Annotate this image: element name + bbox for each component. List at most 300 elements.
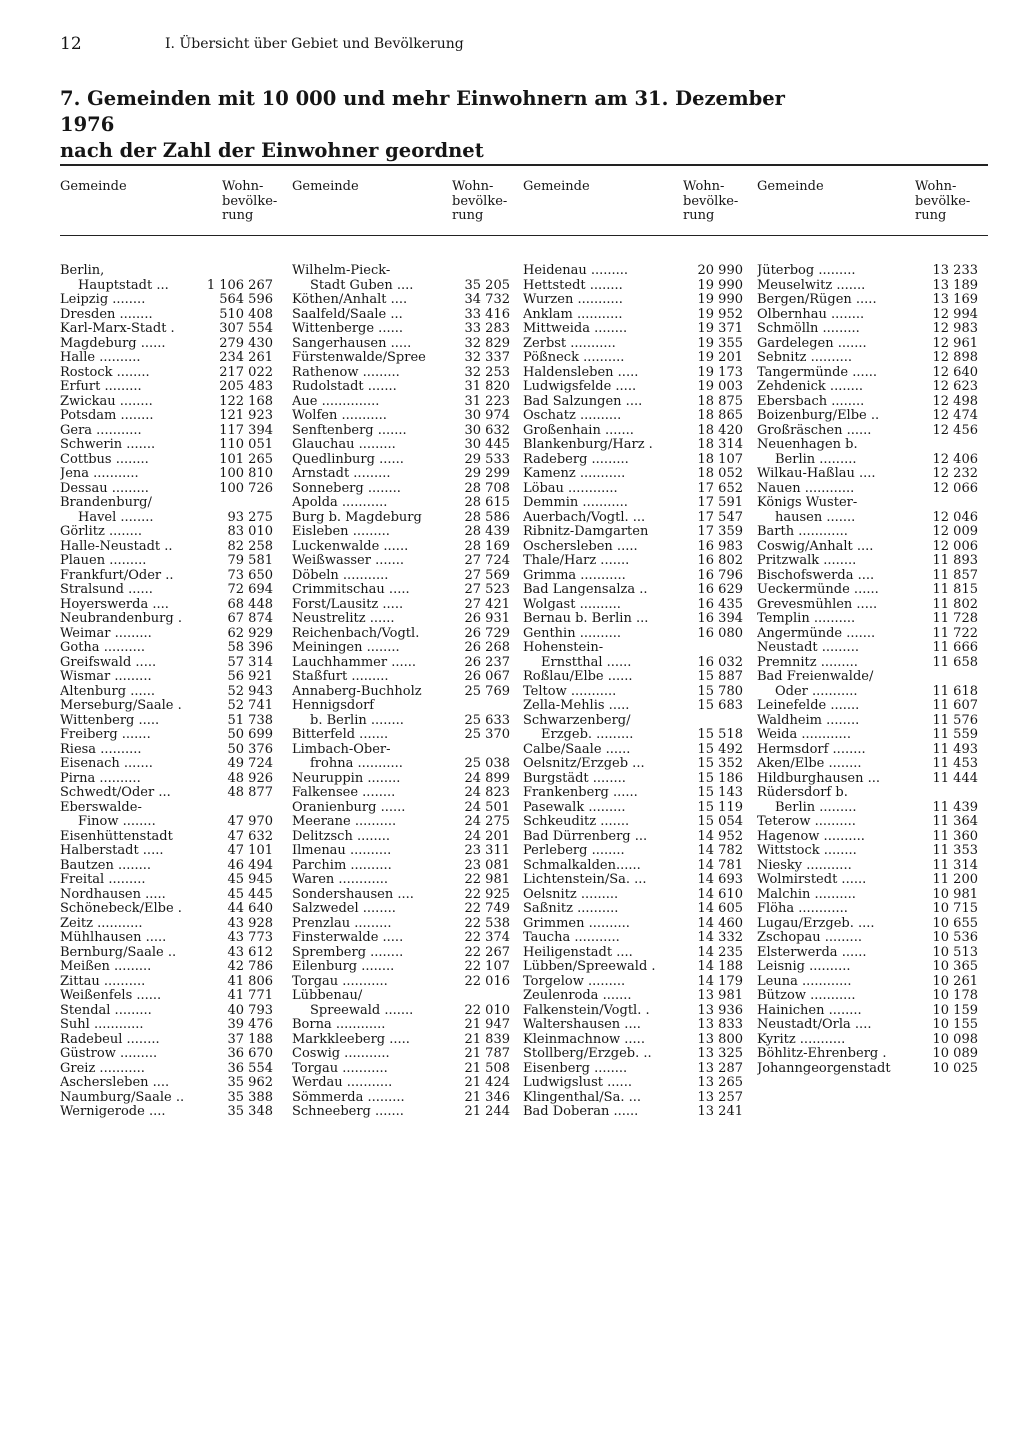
wohnbevoelkerung-value: 30 445	[464, 437, 510, 452]
table-row	[523, 583, 745, 598]
table-row	[757, 902, 979, 917]
wohnbevoelkerung-value: 15 492	[697, 741, 743, 757]
wohnbevoelkerung-value: 58 396	[227, 640, 273, 655]
gemeinde-name: Halle ..........	[60, 351, 141, 365]
wohnbevoelkerung-value: 16 435	[697, 596, 743, 612]
wohnbevoelkerung-value: 28 708	[464, 480, 510, 496]
table-row	[292, 540, 512, 555]
gemeinde-name: Eisenberg ........	[523, 1061, 628, 1076]
table-row	[292, 554, 512, 569]
gemeinde-name: Oelsnitz/Erzgeb ...	[523, 757, 645, 771]
gemeinde-name: Stadt Guben ....	[310, 278, 414, 293]
gemeinde-name: Ernstthal ......	[541, 655, 632, 670]
wohnbevoelkerung-value: 20 990	[697, 263, 743, 278]
wohnbevoelkerung-value: 22 749	[464, 901, 510, 916]
table-row	[292, 380, 512, 395]
table-row	[292, 1062, 512, 1077]
gemeinde-name: Nauen ............	[757, 481, 855, 496]
wohnbevoelkerung-value: 24 823	[464, 785, 510, 800]
wohnbevoelkerung-value: 32 253	[464, 364, 510, 380]
gemeinde-name: Zella-Mehlis .....	[523, 699, 630, 713]
table-row	[60, 786, 280, 801]
table-row	[292, 873, 512, 888]
table-row	[292, 583, 512, 598]
gemeinde-name: Pritzwalk ........	[757, 554, 857, 568]
gemeinde-name: Bad Langensalza ..	[523, 583, 648, 597]
wohnbevoelkerung-value: 33 416	[464, 306, 510, 322]
table-row	[523, 931, 745, 946]
gemeinde-name: Löbau ............	[523, 481, 618, 496]
table-row	[523, 279, 745, 294]
table-row	[60, 801, 280, 816]
wohnbevoelkerung-value: 12 046	[932, 509, 978, 525]
page-header	[60, 34, 964, 56]
wohnbevoelkerung-value: 82 258	[227, 538, 273, 554]
table-row	[757, 395, 979, 410]
gemeinde-name: Waltershausen ....	[523, 1018, 641, 1032]
wohnbevoelkerung-value: 36 554	[227, 1060, 273, 1076]
wohnbevoelkerung-value: 12 232	[932, 466, 978, 481]
gemeinde-name: Gotha ..........	[60, 641, 146, 655]
table-row	[523, 989, 745, 1004]
wohnbevoelkerung-value: 45 445	[227, 886, 273, 902]
table-row	[292, 1076, 512, 1091]
gemeinde-name: Neubrandenburg .	[60, 612, 182, 626]
table-column-3	[523, 264, 745, 1120]
table-row	[292, 1018, 512, 1033]
wohnbevoelkerung-value: 31 820	[464, 379, 510, 394]
wohnbevoelkerung-value: 234 261	[219, 350, 273, 365]
gemeinde-name: Zwickau ........	[60, 394, 153, 409]
gemeinde-name: Rudolstadt .......	[292, 380, 397, 394]
page-number: 12	[60, 34, 82, 54]
wohnbevoelkerung-value: 217 022	[219, 364, 273, 380]
table-row	[757, 975, 979, 990]
table-row	[757, 366, 979, 381]
gemeinde-name: Lauchhammer ......	[292, 655, 417, 670]
wohnbevoelkerung-value: 41 806	[227, 973, 273, 989]
table-title-line-1: 7. Gemeinden mit 10 000 und mehr Einwohnern am 31. Dezember 1976	[60, 87, 785, 136]
gemeinde-name: Rüdersdorf b.	[757, 786, 848, 800]
table-row	[757, 525, 979, 540]
table-row	[523, 351, 745, 366]
wohnbevoelkerung-value: 13 936	[697, 1002, 743, 1018]
table-row	[523, 728, 745, 743]
table-row	[523, 815, 745, 830]
gemeinde-name: Schmölln .........	[757, 322, 860, 336]
table-row	[523, 1091, 745, 1106]
table-row	[292, 946, 512, 961]
wohnbevoelkerung-value: 10 261	[932, 973, 978, 989]
table-row	[523, 612, 745, 627]
table-row	[60, 859, 280, 874]
wohnbevoelkerung-value: 26 237	[464, 654, 510, 670]
gemeinde-name: Weimar .........	[60, 626, 152, 641]
table-row	[523, 844, 745, 859]
gemeinde-name: Templin ..........	[757, 612, 856, 626]
wohnbevoelkerung-value: 17 591	[697, 495, 743, 510]
table-row	[292, 366, 512, 381]
gemeinde-name: Zeulenroda .......	[523, 989, 632, 1003]
gemeinde-name: Falkensee ........	[292, 786, 396, 800]
wohnbevoelkerung-value: 48 926	[227, 770, 273, 786]
table-row	[757, 1033, 979, 1048]
gemeinde-name: Wilhelm-Pieck-	[292, 264, 391, 278]
table-row	[292, 714, 512, 729]
wohnbevoelkerung-value: 22 010	[464, 1002, 510, 1018]
wohnbevoelkerung-value: 30 632	[464, 422, 510, 438]
wohnbevoelkerung-value: 13 265	[697, 1075, 743, 1090]
table-row	[292, 888, 512, 903]
wohnbevoelkerung-value: 12 498	[932, 393, 978, 409]
table-row	[757, 1062, 979, 1077]
table-row	[292, 482, 512, 497]
table-row	[292, 699, 512, 714]
gemeinde-name: Lübben/Spreewald .	[523, 960, 656, 974]
table-row	[757, 772, 979, 787]
gemeinde-name: Wurzen ...........	[523, 293, 623, 307]
wohnbevoelkerung-value: 10 513	[932, 944, 978, 960]
gemeinde-name: Wittenberg .....	[60, 713, 160, 728]
wohnbevoelkerung-value: 13 189	[932, 277, 978, 293]
gemeinde-name: Zerbst ...........	[523, 336, 616, 351]
table-row	[60, 264, 280, 279]
gemeinde-name: Schkeuditz .......	[523, 815, 630, 829]
table-row	[60, 1033, 280, 1048]
wohnbevoelkerung-value: 19 952	[697, 306, 743, 322]
wohnbevoelkerung-value: 12 994	[932, 306, 978, 322]
wohnbevoelkerung-value: 79 581	[227, 553, 273, 568]
table-row	[523, 830, 745, 845]
table-row	[757, 714, 979, 729]
table-row	[757, 844, 979, 859]
table-row	[292, 308, 512, 323]
table-row	[292, 395, 512, 410]
table-row	[757, 380, 979, 395]
table-row	[60, 279, 280, 294]
gemeinde-name: Radeberg .........	[523, 452, 629, 467]
gemeinde-name: Ilmenau ..........	[292, 844, 392, 858]
gemeinde-name: Halle-Neustadt ..	[60, 539, 173, 554]
wohnbevoelkerung-value: 32 829	[464, 335, 510, 351]
gemeinde-name: Haldensleben .....	[523, 365, 639, 380]
table-row	[523, 873, 745, 888]
table-row	[757, 960, 979, 975]
table-row	[523, 395, 745, 410]
table-row	[60, 496, 280, 511]
gemeinde-name: Meerane ..........	[292, 815, 397, 829]
table-row	[757, 859, 979, 874]
wohnbevoelkerung-value: 15 352	[697, 756, 743, 771]
gemeinde-name: Halberstadt .....	[60, 844, 164, 858]
gemeinde-name: Bernau b. Berlin ...	[523, 612, 649, 626]
wohnbevoelkerung-value: 11 453	[932, 756, 978, 771]
table-row	[60, 975, 280, 990]
table-row	[60, 583, 280, 598]
wohnbevoelkerung-value: 26 931	[464, 611, 510, 626]
gemeinde-name: Grevesmühlen .....	[757, 597, 878, 612]
gemeinde-name: Grimmen ..........	[523, 916, 630, 931]
table-row	[757, 815, 979, 830]
gemeinde-name: Arnstadt .........	[292, 467, 391, 481]
wohnbevoelkerung-value: 62 929	[227, 625, 273, 641]
gemeinde-name: Oschatz ..........	[523, 409, 622, 423]
gemeinde-name: Forst/Lausitz .....	[292, 597, 404, 612]
gemeinde-name: Döbeln ...........	[292, 568, 389, 583]
wohnbevoelkerung-value: 45 945	[227, 872, 273, 887]
table-row	[523, 1004, 745, 1019]
table-row	[60, 438, 280, 453]
gemeinde-name: Jena ...........	[60, 467, 139, 481]
gemeinde-name: Heidenau .........	[523, 264, 629, 278]
gemeinde-name: Sondershausen ....	[292, 887, 414, 902]
gemeinde-name: Elsterwerda ......	[757, 945, 867, 960]
gemeinde-name: Bernburg/Saale ..	[60, 945, 177, 960]
table-row	[523, 946, 745, 961]
table-row	[523, 757, 745, 772]
table-row	[523, 293, 745, 308]
wohnbevoelkerung-value: 12 066	[932, 480, 978, 496]
wohnbevoelkerung-value: 47 101	[227, 843, 273, 858]
wohnbevoelkerung-value: 17 547	[697, 509, 743, 525]
col-header-gemeinde: Gemeinde	[757, 179, 824, 194]
gemeinde-name: Lugau/Erzgeb. ....	[757, 916, 875, 931]
gemeinde-name: Lübbenau/	[292, 989, 363, 1003]
table-row	[757, 293, 979, 308]
table-row	[523, 786, 745, 801]
table-row	[292, 1105, 512, 1120]
wohnbevoelkerung-value: 22 538	[464, 915, 510, 931]
wohnbevoelkerung-value: 14 781	[697, 857, 743, 873]
wohnbevoelkerung-value: 11 893	[932, 553, 978, 568]
gemeinde-name: Delitzsch ........	[292, 829, 391, 844]
table-row	[60, 424, 280, 439]
wohnbevoelkerung-value: 21 947	[464, 1017, 510, 1032]
wohnbevoelkerung-value: 13 800	[697, 1031, 743, 1047]
gemeinde-name: Leuna ............	[757, 974, 852, 989]
wohnbevoelkerung-value: 14 610	[697, 886, 743, 902]
gemeinde-name: Oelsnitz .........	[523, 887, 619, 902]
wohnbevoelkerung-value: 12 006	[932, 538, 978, 554]
wohnbevoelkerung-value: 14 188	[697, 959, 743, 974]
gemeinde-name: Bad Dürrenberg ...	[523, 829, 648, 844]
table-row	[292, 931, 512, 946]
gemeinde-name: Eisenach .......	[60, 757, 153, 771]
gemeinde-name: Wolmirstedt ......	[757, 873, 867, 887]
wohnbevoelkerung-value: 27 724	[464, 553, 510, 568]
wohnbevoelkerung-value: 47 970	[227, 814, 273, 829]
table-row	[292, 424, 512, 439]
gemeinde-name: Berlin,	[60, 264, 105, 278]
table-row	[60, 844, 280, 859]
gemeinde-name: Burgstädt ........	[523, 771, 626, 786]
gemeinde-name: Eberswalde-	[60, 800, 142, 815]
table-row	[292, 612, 512, 627]
table-row	[60, 351, 280, 366]
table-row	[757, 264, 979, 279]
col-header-gemeinde: Gemeinde	[523, 179, 590, 194]
gemeinde-name: Leisnig ..........	[757, 960, 851, 974]
table-row	[757, 917, 979, 932]
wohnbevoelkerung-value: 11 493	[932, 741, 978, 757]
gemeinde-name: Markkleeberg .....	[292, 1032, 410, 1047]
table-row	[60, 380, 280, 395]
gemeinde-name: Barth ............	[757, 525, 848, 539]
table-row	[60, 554, 280, 569]
wohnbevoelkerung-value: 12 474	[932, 408, 978, 423]
wohnbevoelkerung-value: 12 456	[932, 422, 978, 438]
table-row	[60, 627, 280, 642]
wohnbevoelkerung-value: 12 406	[932, 451, 978, 467]
gemeinde-name: Naumburg/Saale ..	[60, 1090, 185, 1105]
table-row	[60, 540, 280, 555]
table-title	[60, 86, 820, 164]
gemeinde-name: Hennigsdorf	[292, 699, 375, 713]
gemeinde-name: Jüterbog .........	[757, 264, 856, 278]
wohnbevoelkerung-value: 28 439	[464, 524, 510, 539]
wohnbevoelkerung-value: 93 275	[227, 509, 273, 525]
table-row	[757, 1047, 979, 1062]
gemeinde-name: Berlin .........	[775, 452, 857, 467]
gemeinde-name: Finow ........	[78, 815, 156, 829]
gemeinde-name: Prenzlau .........	[292, 916, 392, 931]
gemeinde-name: Hagenow ..........	[757, 829, 865, 844]
table-row	[523, 801, 745, 816]
table-row	[757, 801, 979, 816]
wohnbevoelkerung-value: 11 353	[932, 843, 978, 858]
gemeinde-name: Demmin ...........	[523, 496, 628, 510]
table-row	[523, 380, 745, 395]
wohnbevoelkerung-value: 36 670	[227, 1046, 273, 1061]
gemeinde-name: Mittweida ........	[523, 322, 628, 336]
wohnbevoelkerung-value: 16 983	[697, 538, 743, 554]
wohnbevoelkerung-value: 10 155	[932, 1017, 978, 1032]
wohnbevoelkerung-value: 205 483	[219, 379, 273, 394]
gemeinde-name: Ribnitz-Damgarten	[523, 525, 649, 539]
wohnbevoelkerung-value: 11 618	[932, 683, 978, 699]
table-row	[60, 656, 280, 671]
table-row	[292, 989, 512, 1004]
table-row	[523, 888, 745, 903]
gemeinde-name: Saßnitz ..........	[523, 902, 619, 916]
gemeinde-name: Wernigerode ....	[60, 1105, 166, 1119]
table-row	[60, 612, 280, 627]
wohnbevoelkerung-value: 12 640	[932, 364, 978, 380]
wohnbevoelkerung-value: 19 990	[697, 277, 743, 293]
wohnbevoelkerung-value: 24 201	[464, 828, 510, 844]
table-row	[292, 786, 512, 801]
table-row	[523, 641, 745, 656]
wohnbevoelkerung-value: 11 444	[932, 770, 978, 786]
gemeinde-name: Hauptstadt ...	[78, 278, 169, 293]
wohnbevoelkerung-value: 44 640	[227, 901, 273, 916]
wohnbevoelkerung-value: 15 119	[697, 799, 743, 815]
table-row	[523, 322, 745, 337]
wohnbevoelkerung-value: 13 241	[697, 1104, 743, 1119]
table-row	[523, 525, 745, 540]
gemeinde-name: Waren ............	[292, 873, 388, 887]
gemeinde-name: hausen .......	[775, 510, 856, 525]
table-row	[757, 337, 979, 352]
table-row	[757, 322, 979, 337]
gemeinde-name: Meißen .........	[60, 960, 152, 974]
table-row	[292, 844, 512, 859]
wohnbevoelkerung-value: 18 420	[697, 422, 743, 438]
wohnbevoelkerung-value: 122 168	[219, 393, 273, 409]
gemeinde-name: Torgau ...........	[292, 974, 388, 989]
table-row	[60, 293, 280, 308]
table-row	[292, 902, 512, 917]
table-row	[60, 308, 280, 323]
gemeinde-name: Heiligenstadt ....	[523, 945, 633, 960]
table-row	[757, 656, 979, 671]
gemeinde-name: Görlitz ........	[60, 525, 143, 539]
wohnbevoelkerung-value: 67 874	[227, 611, 273, 626]
gemeinde-name: Schwarzenberg/	[523, 713, 631, 728]
table-row	[523, 366, 745, 381]
wohnbevoelkerung-value: 23 311	[464, 843, 510, 858]
gemeinde-name: Eisenhüttenstadt	[60, 829, 173, 844]
wohnbevoelkerung-value: 16 796	[697, 567, 743, 583]
table-row	[292, 757, 512, 772]
gemeinde-name: Wittenberge ......	[292, 322, 403, 336]
wohnbevoelkerung-value: 29 533	[464, 451, 510, 467]
col-header-wohnbevoelkerung: Wohn- bevölke- rung	[452, 179, 508, 223]
gemeinde-name: Altenburg ......	[60, 684, 155, 699]
gemeinde-name: Gardelegen .......	[757, 336, 867, 351]
wohnbevoelkerung-value: 43 773	[227, 930, 273, 945]
wohnbevoelkerung-value: 22 016	[464, 973, 510, 989]
wohnbevoelkerung-value: 17 652	[697, 480, 743, 496]
wohnbevoelkerung-value: 41 771	[227, 988, 273, 1003]
wohnbevoelkerung-value: 46 494	[227, 857, 273, 873]
table-row	[292, 641, 512, 656]
table-row	[523, 424, 745, 439]
wohnbevoelkerung-value: 13 981	[697, 988, 743, 1003]
table-row	[60, 1047, 280, 1062]
gemeinde-name: Roßlau/Elbe ......	[523, 670, 633, 684]
table-row	[757, 351, 979, 366]
gemeinde-name: Sömmerda .........	[292, 1090, 405, 1105]
wohnbevoelkerung-value: 100 810	[219, 466, 273, 481]
wohnbevoelkerung-value: 14 693	[697, 872, 743, 887]
table-row	[292, 496, 512, 511]
gemeinde-name: Johanngeorgenstadt	[757, 1061, 891, 1076]
gemeinde-name: Großräschen ......	[757, 423, 872, 438]
gemeinde-name: Leipzig ........	[60, 293, 146, 307]
wohnbevoelkerung-value: 21 839	[464, 1031, 510, 1047]
wohnbevoelkerung-value: 11 576	[932, 712, 978, 728]
wohnbevoelkerung-value: 22 107	[464, 959, 510, 974]
wohnbevoelkerung-value: 121 923	[219, 408, 273, 423]
table-row	[60, 1076, 280, 1091]
gemeinde-name: Annaberg-Buchholz	[292, 684, 422, 699]
table-row	[757, 743, 979, 758]
wohnbevoelkerung-value: 10 536	[932, 930, 978, 945]
wohnbevoelkerung-value: 73 650	[227, 567, 273, 583]
gemeinde-name: Merseburg/Saale .	[60, 699, 182, 713]
wohnbevoelkerung-value: 13 325	[697, 1046, 743, 1061]
wohnbevoelkerung-value: 39 476	[227, 1017, 273, 1032]
gemeinde-name: Bad Doberan ......	[523, 1105, 639, 1119]
gemeinde-name: Wolgast ..........	[523, 597, 621, 612]
gemeinde-name: Salzwedel ........	[292, 902, 396, 916]
gemeinde-name: Borna ............	[292, 1018, 386, 1032]
wohnbevoelkerung-value: 56 921	[227, 669, 273, 684]
table-row	[60, 989, 280, 1004]
running-title: I. Übersicht über Gebiet und Bevölkerung	[165, 36, 464, 52]
gemeinde-name: Reichenbach/Vogtl.	[292, 626, 420, 641]
